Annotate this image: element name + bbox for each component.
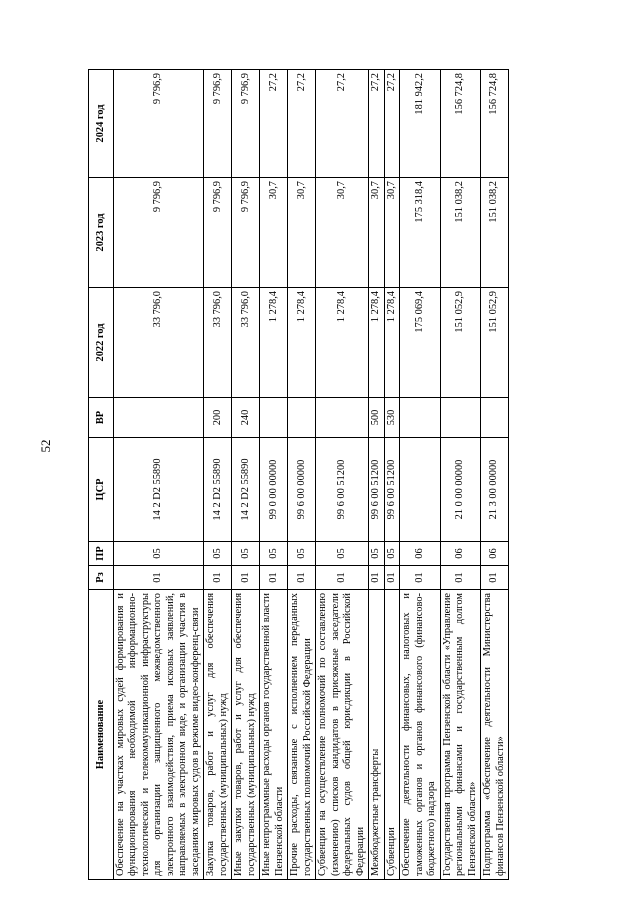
row-pr: 05	[316, 542, 369, 566]
row-name: Иные непрограммные расходы органов государственной власти Пензенской области	[260, 590, 288, 880]
row-rz: 01	[204, 566, 232, 590]
table-row	[384, 70, 399, 880]
row-2023: 9 796,9	[232, 178, 260, 288]
row-name: Подпрограмма «Обеспечение деятельности Министерства финансов Пензенской области»	[481, 590, 509, 880]
header-2023: 2023 год	[89, 178, 114, 288]
row-vr	[400, 398, 440, 438]
table-header-row	[89, 70, 114, 880]
row-2023: 151 038,2	[440, 178, 480, 288]
table-row	[114, 70, 204, 880]
row-2023: 30,7	[316, 178, 369, 288]
row-pr: 06	[440, 542, 480, 566]
row-2023: 175 318,4	[400, 178, 440, 288]
row-name: Государственная программа Пензенской области «Управление региональными финансами и государственным долгом Пензенской области»	[440, 590, 480, 880]
row-name: Прочие расходы, связанные с исполнением переданных государственных полномочий Российской Федерации	[288, 590, 316, 880]
rotated-table-container	[88, 70, 630, 880]
row-vr: 200	[204, 398, 232, 438]
table-row	[400, 70, 440, 880]
row-name: Обеспечение деятельности финансовых, налоговых и таможенных органов и органов финансового (финансово-бюджетного) надзора	[400, 590, 440, 880]
table-row	[316, 70, 369, 880]
row-2022: 33 796,0	[114, 288, 204, 398]
row-2023: 9 796,9	[204, 178, 232, 288]
row-rz: 01	[481, 566, 509, 590]
row-name: Иные закупки товаров, работ и услуг для обеспечения государственных (муниципальных) нужд	[232, 590, 260, 880]
row-2023: 30,7	[288, 178, 316, 288]
row-rz: 01	[400, 566, 440, 590]
row-csr: 21 3 00 00000	[481, 438, 509, 542]
row-2022: 151 052,9	[440, 288, 480, 398]
page-number: 52	[38, 439, 53, 453]
row-pr: 05	[232, 542, 260, 566]
row-2023: 30,7	[369, 178, 384, 288]
row-pr: 05	[369, 542, 384, 566]
row-rz: 01	[114, 566, 204, 590]
row-csr: 14 2 D2 55890	[114, 438, 204, 542]
row-csr: 14 2 D2 55890	[204, 438, 232, 542]
table-row	[204, 70, 232, 880]
row-2023: 9 796,9	[114, 178, 204, 288]
row-vr	[114, 398, 204, 438]
header-2022: 2022 год	[89, 288, 114, 398]
row-2024: 156 724,8	[440, 70, 480, 178]
row-csr: 99 6 00 51200	[384, 438, 399, 542]
row-2024: 27,2	[369, 70, 384, 178]
row-vr: 240	[232, 398, 260, 438]
row-rz: 01	[232, 566, 260, 590]
row-vr	[288, 398, 316, 438]
row-pr: 05	[384, 542, 399, 566]
row-pr: 06	[481, 542, 509, 566]
header-rz: Рз	[89, 566, 114, 590]
row-2022: 175 069,4	[400, 288, 440, 398]
row-2024: 27,2	[384, 70, 399, 178]
row-2022: 1 278,4	[369, 288, 384, 398]
row-2024: 9 796,9	[114, 70, 204, 178]
row-rz: 01	[288, 566, 316, 590]
row-csr: 99 6 00 51200	[369, 438, 384, 542]
row-2022: 1 278,4	[260, 288, 288, 398]
row-2022: 1 278,4	[316, 288, 369, 398]
row-csr	[400, 438, 440, 542]
header-vr: ВР	[89, 398, 114, 438]
row-pr: 05	[204, 542, 232, 566]
row-name: Субвенции на осуществление полномочий по составлению (изменению) списков кандидатов в присяжные заседатели федеральных судов общей юрисдикции в Российской Федерации	[316, 590, 369, 880]
row-rz: 01	[440, 566, 480, 590]
row-pr: 05	[288, 542, 316, 566]
row-2022: 33 796,0	[204, 288, 232, 398]
row-vr: 500	[369, 398, 384, 438]
row-2022: 1 278,4	[384, 288, 399, 398]
row-csr: 21 0 00 00000	[440, 438, 480, 542]
row-2024: 181 942,2	[400, 70, 440, 178]
table-row	[288, 70, 316, 880]
row-rz: 01	[384, 566, 399, 590]
row-pr: 06	[400, 542, 440, 566]
row-vr: 530	[384, 398, 399, 438]
row-vr	[260, 398, 288, 438]
row-2023: 30,7	[260, 178, 288, 288]
table-row	[440, 70, 480, 880]
row-vr	[440, 398, 480, 438]
row-pr: 05	[260, 542, 288, 566]
row-2022: 1 278,4	[288, 288, 316, 398]
row-2024: 27,2	[288, 70, 316, 178]
row-2024: 27,2	[316, 70, 369, 178]
row-name: Закупка товаров, работ и услуг для обеспечения государственных (муниципальных) нужд	[204, 590, 232, 880]
row-name: Межбюджетные трансферты	[369, 590, 384, 880]
table-row	[481, 70, 509, 880]
row-name: Обеспечение на участках мировых судей формирования и функционирования необходимой информационно-технологической и телекоммуникационной инфраструктуры для организации защищенного межведомственного электронного взаимодействия, приема исковых заявлений, направляемых в электронном виде, и организации участия в заседаниях мировых судов в режиме видео-конференц-связи	[114, 590, 204, 880]
header-csr: ЦСР	[89, 438, 114, 542]
row-2024: 156 724,8	[481, 70, 509, 178]
header-pr: ПР	[89, 542, 114, 566]
table-row	[260, 70, 288, 880]
row-csr: 14 2 D2 55890	[232, 438, 260, 542]
row-rz: 01	[369, 566, 384, 590]
row-2023: 30,7	[384, 178, 399, 288]
table-row	[232, 70, 260, 880]
row-vr	[481, 398, 509, 438]
row-rz: 01	[260, 566, 288, 590]
row-name: Субвенции	[384, 590, 399, 880]
row-csr: 99 6 00 00000	[288, 438, 316, 542]
header-name: Наименование	[89, 590, 114, 880]
row-2023: 151 038,2	[481, 178, 509, 288]
row-2022: 33 796,0	[232, 288, 260, 398]
row-csr: 99 6 00 51200	[316, 438, 369, 542]
header-2024: 2024 год	[89, 70, 114, 178]
row-2024: 9 796,9	[204, 70, 232, 178]
budget-table	[88, 69, 509, 880]
row-csr: 99 0 00 00000	[260, 438, 288, 542]
row-2022: 151 052,9	[481, 288, 509, 398]
row-2024: 9 796,9	[232, 70, 260, 178]
row-vr	[316, 398, 369, 438]
row-rz: 01	[316, 566, 369, 590]
table-row	[369, 70, 384, 880]
row-pr: 05	[114, 542, 204, 566]
row-2024: 27,2	[260, 70, 288, 178]
